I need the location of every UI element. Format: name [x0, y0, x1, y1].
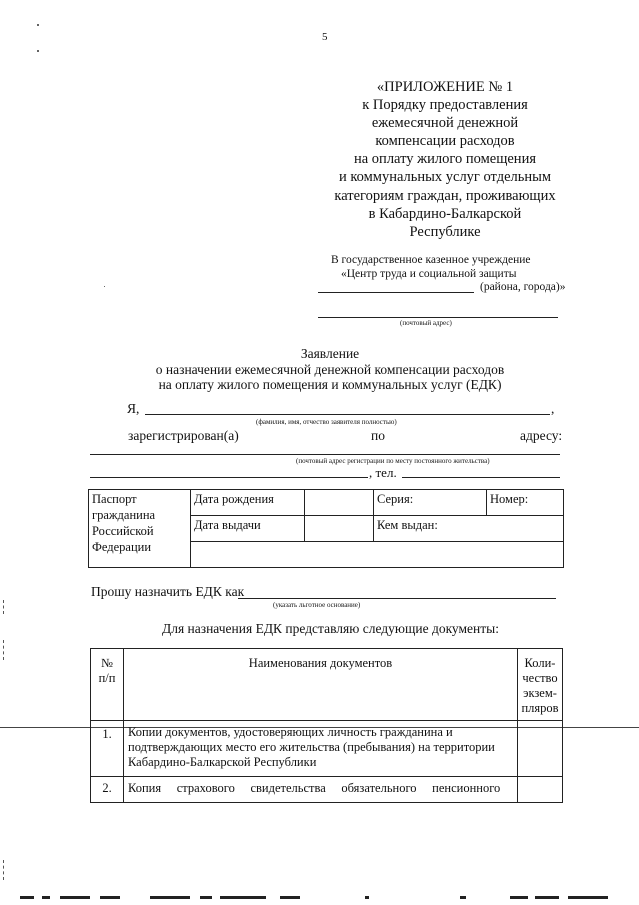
scan-speck	[37, 24, 39, 26]
phone-field[interactable]	[402, 477, 560, 478]
recipient-district-field[interactable]	[318, 292, 474, 293]
documents-intro: Для назначения ЕДК представляю следующие документы:	[162, 621, 499, 636]
appendix-line: «ПРИЛОЖЕНИЕ № 1	[376, 79, 514, 95]
issue-date-label: Дата выдачи	[191, 516, 305, 542]
birth-date-value[interactable]	[305, 490, 374, 516]
passport-table	[88, 489, 564, 568]
appendix-heading	[300, 78, 590, 241]
request-label: Прошу назначить ЕДК как	[91, 584, 245, 599]
recipient-line-2: «Центр труда и социальной защиты	[341, 268, 517, 280]
registration-address-caption: (почтовый адрес регистрации по месту постоянного жительства)	[296, 457, 490, 465]
col-header-count-line: Коли-	[524, 656, 556, 670]
col-header-number-line: п/п	[98, 671, 116, 685]
row-number: 1.	[91, 721, 124, 777]
issue-date-value[interactable]	[305, 516, 374, 542]
passport-header-line: Федерации	[92, 540, 152, 554]
row-number: 2.	[91, 777, 124, 803]
appendix-line: и коммунальных услуг отдельным	[338, 169, 552, 186]
col-header-count-line: чество	[522, 671, 558, 685]
scan-speck	[104, 286, 105, 287]
appendix-line: компенсации расходов	[375, 133, 515, 150]
series-label[interactable]: Серия:	[374, 490, 487, 516]
recipient-district-suffix: (района, города)»	[480, 281, 566, 293]
row-doc-name	[124, 777, 518, 803]
appendix-line: категориям граждан, проживающих	[334, 187, 556, 204]
appendix-line: на оплату жилого помещения	[353, 151, 536, 168]
address-label: адресу:	[520, 428, 563, 443]
doc-name-line: Копии документов, удостоверяющих личность гражданина и	[128, 725, 453, 739]
application-subject-line-1: о назначении ежемесячной денежной компенсации расходов	[155, 362, 505, 377]
address-continuation-field[interactable]	[90, 477, 368, 478]
col-header-doc-name: Наименования документов	[124, 649, 518, 721]
applicant-name-field[interactable]	[145, 414, 550, 415]
registration-address-field[interactable]	[90, 454, 560, 455]
benefit-basis-caption: (указать льготное основание)	[273, 601, 361, 609]
issued-by-label[interactable]: Кем выдан:	[374, 516, 564, 542]
page-number: 5	[322, 31, 328, 43]
col-header-count-line: пляров	[521, 701, 559, 715]
appendix-line: ежемесячной денежной	[371, 115, 519, 132]
passport-header-line: Паспорт	[92, 492, 137, 506]
table-row	[91, 777, 563, 803]
scan-bottom-edge	[20, 896, 620, 900]
po-label: по	[371, 428, 385, 443]
col-header-number	[91, 649, 124, 721]
table-row	[91, 721, 563, 777]
registered-label: зарегистрирован(а)	[128, 428, 239, 443]
application-heading: Заявление	[300, 346, 360, 361]
doc-name-line: Кабардино-Балкарской Республики	[128, 755, 317, 769]
col-header-count-line: экзем-	[523, 686, 557, 700]
row-count[interactable]	[518, 777, 563, 803]
doc-name-line: Копия страхового свидетельства обязательного пенсионного	[128, 781, 501, 795]
issued-by-value[interactable]	[191, 542, 564, 568]
postal-address-field[interactable]	[318, 317, 558, 318]
name-comma: ,	[551, 401, 555, 416]
recipient-line-1: В государственное казенное учреждение	[331, 254, 531, 266]
col-header-number-line: №	[101, 656, 113, 670]
row-doc-name	[124, 721, 518, 777]
appendix-line: Республике	[409, 223, 481, 240]
scan-edge-mark	[3, 640, 5, 660]
applicant-name-caption: (фамилия, имя, отчество заявителя полностью)	[256, 418, 397, 426]
passport-header-line: гражданина	[92, 508, 156, 522]
doc-name-line: подтверждающих место его жительства (пребывания) на территории	[128, 740, 495, 754]
passport-header-cell	[89, 490, 191, 568]
benefit-basis-field[interactable]	[238, 598, 556, 599]
row-count[interactable]	[518, 721, 563, 777]
scan-speck	[37, 50, 39, 52]
ya-label: Я,	[127, 401, 140, 416]
postal-address-caption: (почтовый адрес)	[400, 319, 452, 327]
scan-edge-mark	[3, 600, 5, 614]
documents-table	[90, 648, 563, 803]
appendix-line: в Кабардино-Балкарской	[368, 205, 522, 222]
passport-header-line: Российской	[92, 524, 154, 538]
scan-edge-mark	[3, 860, 5, 880]
appendix-line: к Порядку предоставления	[362, 97, 528, 114]
number-label[interactable]: Номер:	[487, 490, 564, 516]
birth-date-label: Дата рождения	[191, 490, 305, 516]
application-subject-line-2: на оплату жилого помещения и коммунальных услуг (ЕДК)	[158, 377, 502, 392]
col-header-count	[518, 649, 563, 721]
phone-label: , тел.	[369, 465, 397, 480]
